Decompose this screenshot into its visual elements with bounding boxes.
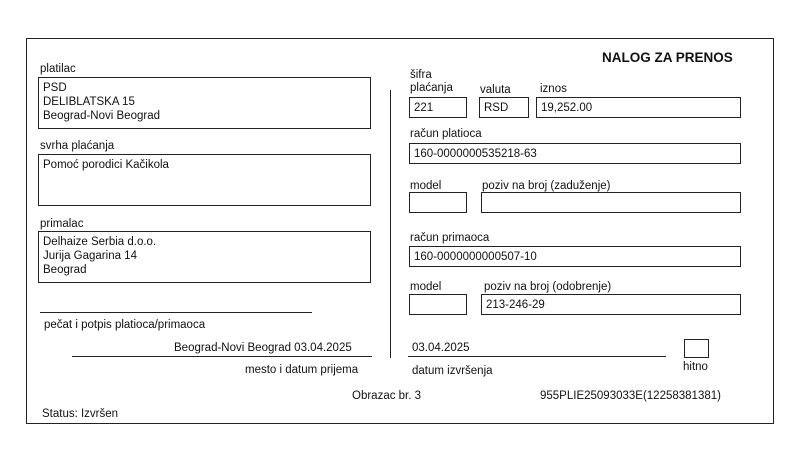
recipient-box — [38, 231, 371, 283]
exec-date-label: datum izvršenja — [412, 365, 493, 377]
model1-box — [409, 192, 467, 213]
recipient-account-value: 160-0000000000507-10 — [414, 251, 537, 263]
ref2-box — [481, 294, 741, 315]
code-value: 221 — [414, 102, 434, 114]
payer-value — [43, 81, 160, 123]
recipient-account-label: račun primaoca — [410, 232, 490, 244]
payer-account-value: 160-0000000535218-63 — [414, 148, 537, 160]
ref2-label: poziv na broj (odobrenje) — [484, 281, 612, 293]
recipient-account-box — [409, 246, 741, 267]
model2-box — [409, 294, 467, 315]
currency-value: RSD — [484, 102, 509, 114]
purpose-box — [38, 154, 371, 206]
recipient-line: Beograd — [43, 264, 87, 276]
amount-label: iznos — [540, 83, 567, 95]
signature-line — [40, 312, 312, 313]
amount-value: 19,252.00 — [541, 102, 593, 114]
recipient-label: primalac — [40, 218, 84, 230]
payer-account-label: račun platioca — [410, 128, 482, 140]
ref1-label: poziv na broj (zaduženje) — [482, 180, 611, 192]
payer-line: DELIBLATSKA 15 — [43, 96, 135, 108]
urgent-checkbox[interactable] — [684, 339, 709, 358]
model2-label: model — [410, 281, 442, 293]
amount-box — [536, 97, 741, 118]
code-box — [409, 97, 467, 118]
form-number: Obrazac br. 3 — [352, 390, 422, 402]
status-text: Status: Izvršen — [42, 408, 119, 420]
exec-date-value: 03.04.2025 — [412, 342, 470, 354]
form-title: NALOG ZA PRENOS — [602, 50, 733, 65]
payer-account-box — [409, 143, 741, 164]
exec-date-line — [408, 356, 666, 357]
column-divider — [390, 90, 391, 358]
reference-id: 955PLIE25093033E(12258381381) — [540, 390, 721, 402]
payer-label: platilac — [40, 63, 76, 75]
code-label-bottom: plaćanja — [410, 82, 453, 94]
recipient-line: Jurija Gagarina 14 — [43, 250, 137, 262]
payer-box — [38, 77, 371, 129]
place-date-value: Beograd-Novi Beograd 03.04.2025 — [174, 342, 352, 354]
payer-line: Beograd-Novi Beograd — [43, 110, 160, 122]
signature-label: pečat i potpis platioca/primaoca — [44, 319, 206, 331]
recipient-value — [43, 235, 156, 277]
model1-label: model — [410, 180, 442, 192]
place-date-label: mesto i datum prijema — [245, 364, 359, 376]
currency-label: valuta — [480, 84, 511, 96]
code-label-top: šifra — [410, 69, 432, 81]
purpose-label: svrha plaćanja — [40, 140, 115, 152]
recipient-line: Delhaize Serbia d.o.o. — [43, 236, 157, 248]
payer-line: PSD — [43, 82, 67, 94]
ref2-value: 213-246-29 — [486, 299, 545, 311]
ref1-box — [481, 192, 741, 213]
currency-box — [479, 97, 529, 118]
place-date-line — [72, 356, 372, 357]
urgent-label: hitno — [683, 361, 708, 373]
purpose-value: Pomoć porodici Kačikola — [43, 159, 169, 171]
